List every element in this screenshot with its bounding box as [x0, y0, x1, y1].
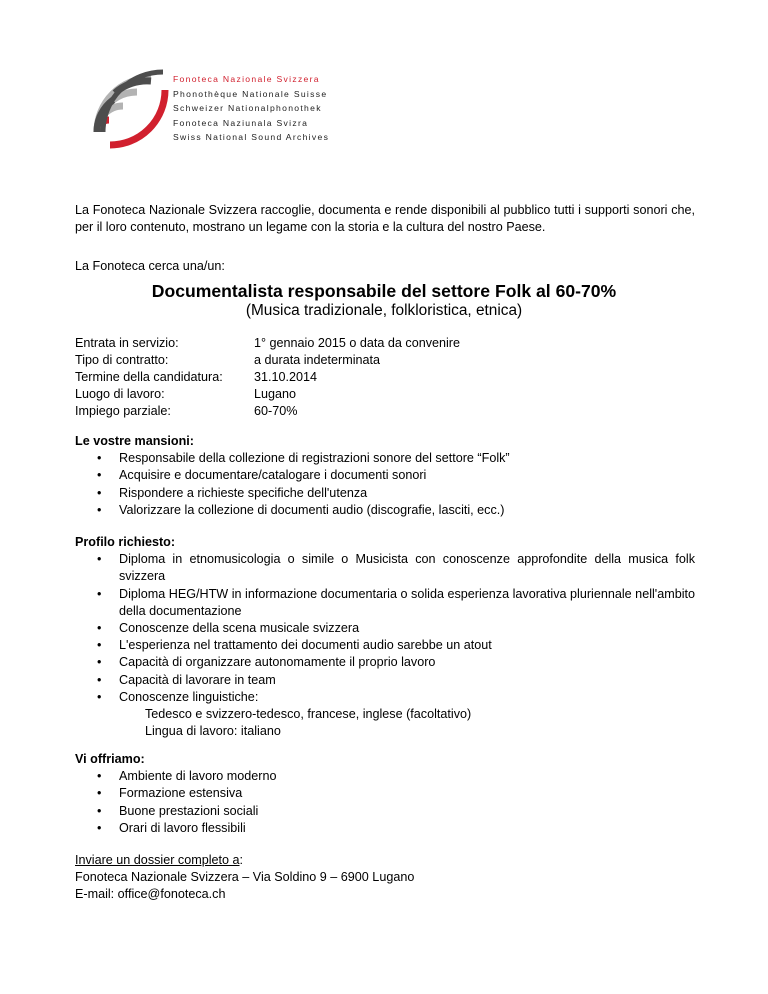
- cerca-text: La Fonoteca cerca una/un:: [75, 259, 225, 273]
- bullet-icon: •: [97, 689, 102, 704]
- list-item: • Buone prestazioni sociali: [75, 803, 695, 820]
- contact-heading-colon: :: [239, 853, 244, 867]
- bullet-icon: •: [97, 621, 102, 636]
- contact-address: Fonoteca Nazionale Svizzera – Via Soldino 9 – 6900 Lugano: [75, 870, 415, 885]
- detail-value: 31.10.2014: [254, 370, 318, 384]
- profilo-title: Profilo richiesto:: [75, 535, 176, 549]
- bullet-icon: •: [97, 586, 102, 601]
- bullet-icon: •: [97, 552, 102, 567]
- bullet-icon: •: [97, 803, 102, 818]
- detail-label: Impiego parziale:: [75, 404, 171, 418]
- bullet-icon: •: [97, 468, 102, 483]
- logo-text: [173, 72, 329, 145]
- list-item: • Conoscenze della scena musicale svizzera: [75, 620, 695, 637]
- profilo-section: [75, 534, 695, 740]
- list-item: • Capacità di organizzare autonomamente il proprio lavoro: [75, 654, 695, 671]
- job-details: [75, 335, 460, 420]
- list-item: • Conoscenze linguistiche:: [75, 689, 695, 706]
- logo-line-italian: Fonoteca Nazionale Svizzera: [173, 74, 320, 84]
- language-detail: Tedesco e svizzero-tedesco, francese, inglese (facoltativo): [145, 707, 472, 722]
- logo-line-romansh: Fonoteca Naziunala Svizra: [173, 117, 309, 128]
- bullet-icon: •: [97, 502, 102, 517]
- detail-value: a durata indeterminata: [254, 353, 381, 367]
- job-title: Documentalista responsabile del settore Folk al 60-70%: [151, 281, 617, 301]
- bullet-icon: •: [97, 638, 102, 653]
- job-title-block: [0, 280, 768, 320]
- profilo-list: [75, 551, 695, 706]
- list-item: • Ambiente di lavoro moderno: [75, 768, 695, 785]
- list-item: • Valorizzare la collezione di documenti audio (discografie, lasciti, ecc.): [75, 502, 695, 519]
- detail-label: Luogo di lavoro:: [75, 387, 165, 401]
- contact-block: [75, 852, 414, 904]
- list-item: • Capacità di lavorare in team: [75, 672, 695, 689]
- mansioni-section: [75, 433, 695, 519]
- list-item: • Formazione estensiva: [75, 785, 695, 802]
- detail-row: [75, 352, 460, 369]
- bullet-icon: •: [97, 655, 102, 670]
- intro-text: La Fonoteca Nazionale Svizzera raccoglie, documenta e rende disponibili al pubblico tutti i supporti sonori che, per il loro contenuto, mostrano un legame con la storia e la cultura del nostro Paese.: [75, 203, 695, 235]
- list-item: • Diploma HEG/HTW in informazione documentaria o solida esperienza lavorativa pluriennale nell'ambito della documentazione: [97, 586, 695, 618]
- list-item: • Diploma in etnomusicologia o simile o Musicista con conoscenze approfondite della musica folk svizzera: [97, 552, 695, 584]
- detail-label: Entrata in servizio:: [75, 336, 179, 350]
- list-item: • L'esperienza nel trattamento dei documenti audio sarebbe un atout: [75, 637, 695, 654]
- detail-row: [75, 335, 460, 352]
- detail-row: [75, 403, 460, 420]
- list-item: • Orari di lavoro flessibili: [75, 820, 695, 837]
- bullet-icon: •: [97, 769, 102, 784]
- list-item: • Acquisire e documentare/catalogare i documenti sonori: [75, 467, 695, 484]
- intro-paragraph: [75, 202, 695, 236]
- detail-value: Lugano: [254, 387, 297, 401]
- bullet-icon: •: [97, 672, 102, 687]
- logo-line-german: Schweizer Nationalphonothek: [173, 103, 322, 114]
- detail-value: 60-70%: [254, 404, 298, 418]
- logo-line-english: Swiss National Sound Archives: [173, 132, 330, 143]
- job-subtitle: (Musica tradizionale, folkloristica, etnica): [245, 302, 523, 319]
- bullet-icon: •: [97, 786, 102, 801]
- detail-value: 1° gennaio 2015 o data da convenire: [254, 336, 461, 350]
- list-item: • Rispondere a richieste specifiche dell'utenza: [75, 485, 695, 502]
- contact-heading: Inviare un dossier completo a: [75, 853, 240, 867]
- bullet-icon: •: [97, 451, 102, 466]
- mansioni-title: Le vostre mansioni:: [75, 434, 194, 448]
- language-detail: Lingua di lavoro: italiano: [145, 724, 281, 739]
- contact-email[interactable]: E-mail: office@fonoteca.ch: [75, 887, 226, 902]
- detail-label: Tipo di contratto:: [75, 353, 169, 367]
- bullet-icon: •: [97, 485, 102, 500]
- sound-arcs-logo-icon: [75, 55, 175, 155]
- detail-row: [75, 369, 460, 386]
- detail-row: [75, 386, 460, 403]
- bullet-icon: •: [97, 820, 102, 835]
- offriamo-title: Vi offriamo:: [75, 752, 145, 766]
- detail-label: Termine della candidatura:: [75, 370, 223, 384]
- list-item: • Responsabile della collezione di registrazioni sonore del settore “Folk”: [75, 450, 695, 467]
- offriamo-section: [75, 751, 695, 837]
- mansioni-list: [75, 450, 695, 519]
- fonoteca-logo: [75, 55, 330, 165]
- offriamo-list: [75, 768, 695, 837]
- contact-heading-line: [75, 852, 414, 869]
- logo-line-french: Phonothèque Nationale Suisse: [173, 88, 328, 99]
